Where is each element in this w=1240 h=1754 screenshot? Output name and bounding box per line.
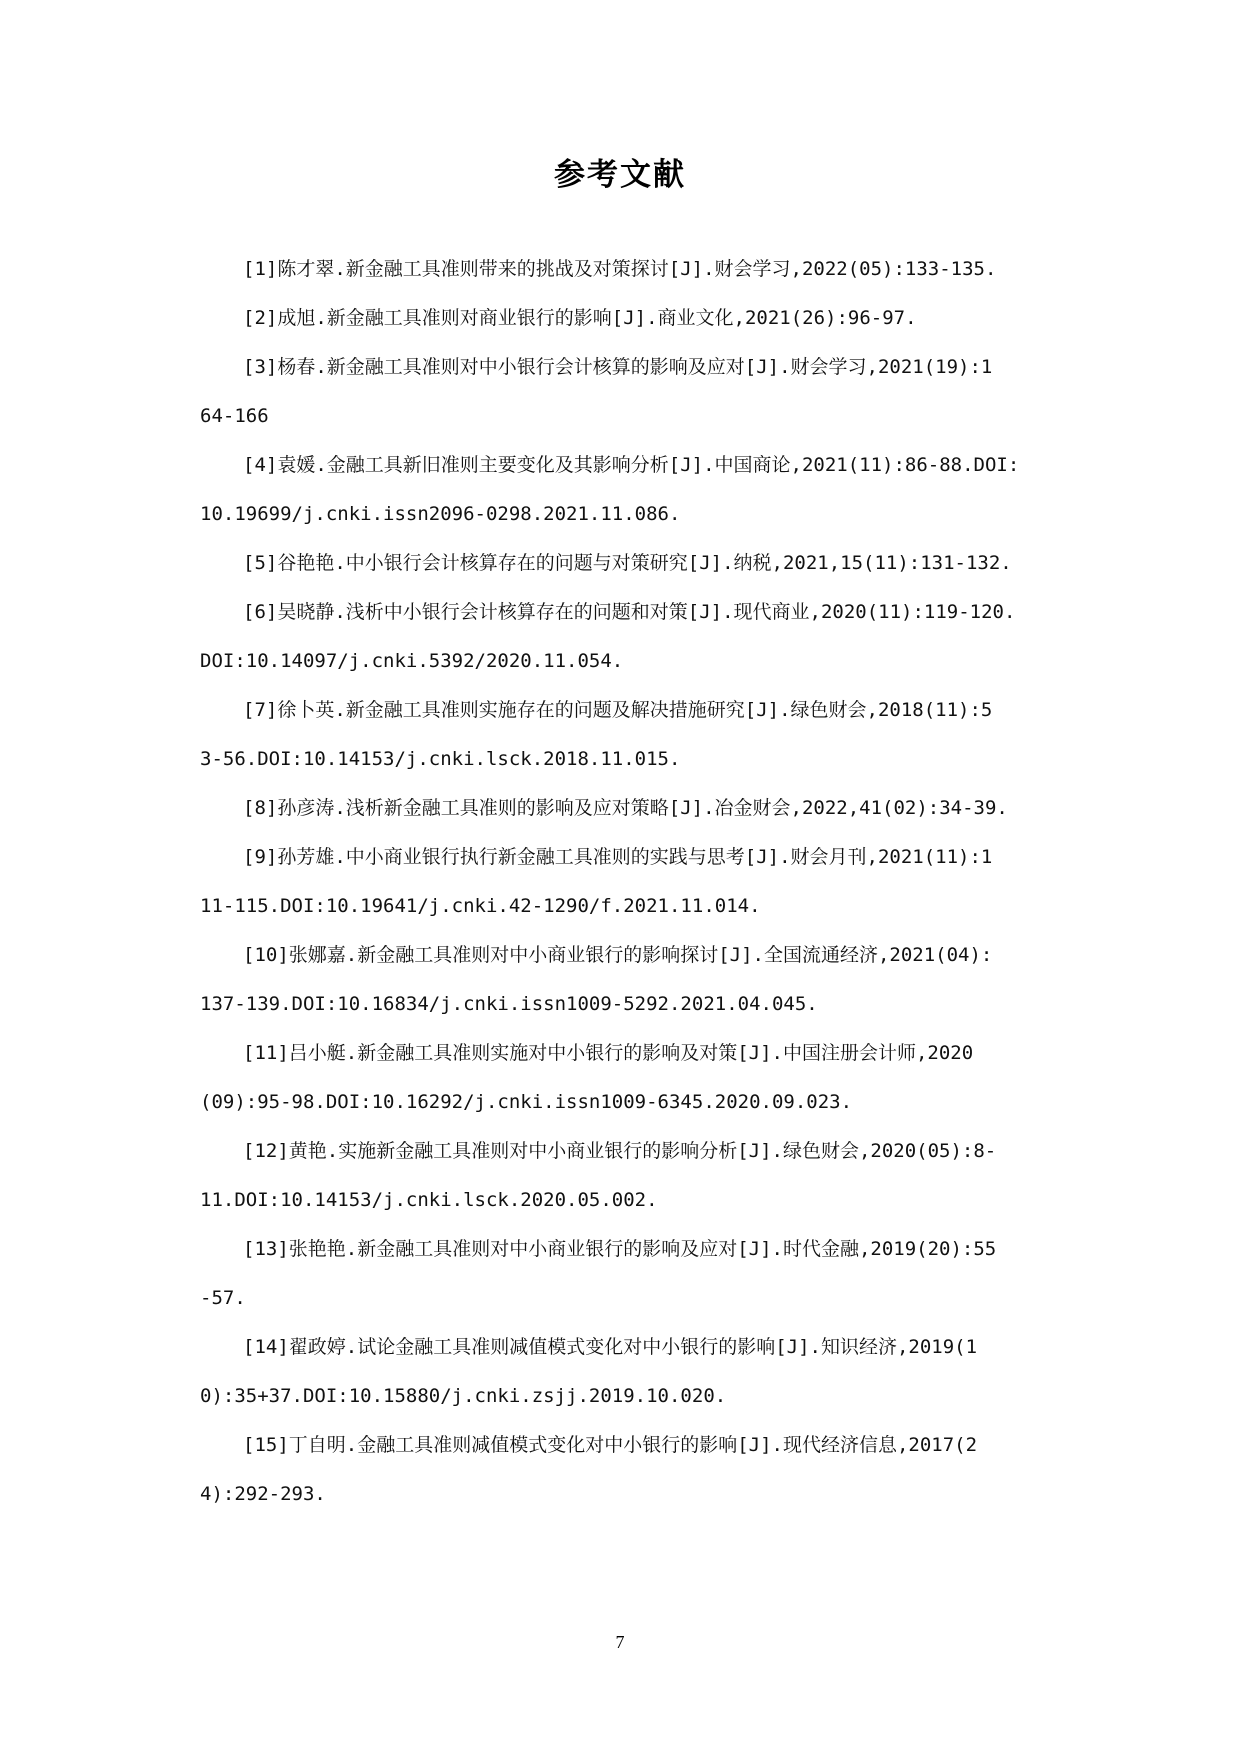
reference-line: [6]吴晓静.浅析中小银行会计核算存在的问题和对策[J].现代商业,2020(11):119-120. <box>243 601 1016 623</box>
reference-continuation-line: 0):35+37.DOI:10.15880/j.cnki.zsjj.2019.10.020. <box>200 1385 727 1407</box>
reference-line: [11]吕小艇.新金融工具准则实施对中小银行的影响及对策[J].中国注册会计师,2020 <box>243 1042 974 1064</box>
reference-continuation-line: DOI:10.14097/j.cnki.5392/2020.11.054. <box>200 650 624 672</box>
reference-line: [3]杨春.新金融工具准则对中小银行会计核算的影响及应对[J].财会学习,2021(19):1 <box>243 356 993 378</box>
page-title: 参考文献 <box>554 157 686 193</box>
reference-continuation-line: 4):292-293. <box>200 1483 326 1505</box>
reference-continuation-line: 10.19699/j.cnki.issn2096-0298.2021.11.086. <box>200 503 681 525</box>
reference-entry <box>200 1323 1070 1421</box>
reference-continuation-line: 64-166 <box>200 405 269 427</box>
reference-line: [5]谷艳艳.中小银行会计核算存在的问题与对策研究[J].纳税,2021,15(11):131-132. <box>243 552 1012 574</box>
reference-entry <box>200 441 1070 539</box>
reference-entry <box>200 931 1070 1029</box>
reference-line: [12]黄艳.实施新金融工具准则对中小商业银行的影响分析[J].绿色财会,2020(05):8- <box>243 1140 997 1162</box>
reference-entry <box>200 539 1070 588</box>
reference-line: [9]孙芳雄.中小商业银行执行新金融工具准则的实践与思考[J].财会月刊,2021(11):1 <box>243 846 993 868</box>
reference-continuation-line: 11-115.DOI:10.19641/j.cnki.42-1290/f.2021.11.014. <box>200 895 761 917</box>
reference-entry <box>200 343 1070 441</box>
reference-entry <box>200 294 1070 343</box>
reference-entry <box>200 833 1070 931</box>
reference-line: [8]孙彦涛.浅析新金融工具准则的影响及应对策略[J].冶金财会,2022,41(02):34-39. <box>243 797 1008 819</box>
reference-entry <box>200 784 1070 833</box>
reference-continuation-line: 3-56.DOI:10.14153/j.cnki.lsck.2018.11.015. <box>200 748 681 770</box>
reference-line: [14]翟政婷.试论金融工具准则减值模式变化对中小银行的影响[J].知识经济,2019(1 <box>243 1336 978 1358</box>
reference-continuation-line: 137-139.DOI:10.16834/j.cnki.issn1009-5292.2021.04.045. <box>200 993 818 1015</box>
reference-entry <box>200 1225 1070 1323</box>
reference-line: [1]陈才翠.新金融工具准则带来的挑战及对策探讨[J].财会学习,2022(05):133-135. <box>243 258 997 280</box>
reference-line: [10]张娜嘉.新金融工具准则对中小商业银行的影响探讨[J].全国流通经济,2021(04): <box>243 944 993 966</box>
reference-entry <box>200 1029 1070 1127</box>
reference-entry <box>200 245 1070 294</box>
reference-entry <box>200 686 1070 784</box>
reference-line: [15]丁自明.金融工具准则减值模式变化对中小银行的影响[J].现代经济信息,2017(2 <box>243 1434 978 1456</box>
reference-line: [13]张艳艳.新金融工具准则对中小商业银行的影响及应对[J].时代金融,2019(20):55 <box>243 1238 997 1260</box>
reference-line: [7]徐卜英.新金融工具准则实施存在的问题及解决措施研究[J].绿色财会,2018(11):5 <box>243 699 993 721</box>
reference-continuation-line: -57. <box>200 1287 246 1309</box>
reference-line: [4]袁媛.金融工具新旧准则主要变化及其影响分析[J].中国商论,2021(11):86-88.DOI: <box>243 454 1020 476</box>
reference-continuation-line: 11.DOI:10.14153/j.cnki.lsck.2020.05.002. <box>200 1189 658 1211</box>
page-number: 7 <box>615 1632 625 1652</box>
reference-continuation-line: (09):95-98.DOI:10.16292/j.cnki.issn1009-6345.2020.09.023. <box>200 1091 853 1113</box>
reference-entry <box>200 588 1070 686</box>
reference-line: [2]成旭.新金融工具准则对商业银行的影响[J].商业文化,2021(26):96-97. <box>243 307 917 329</box>
reference-entry <box>200 1127 1070 1225</box>
reference-list <box>200 245 1070 1519</box>
reference-entry <box>200 1421 1070 1519</box>
